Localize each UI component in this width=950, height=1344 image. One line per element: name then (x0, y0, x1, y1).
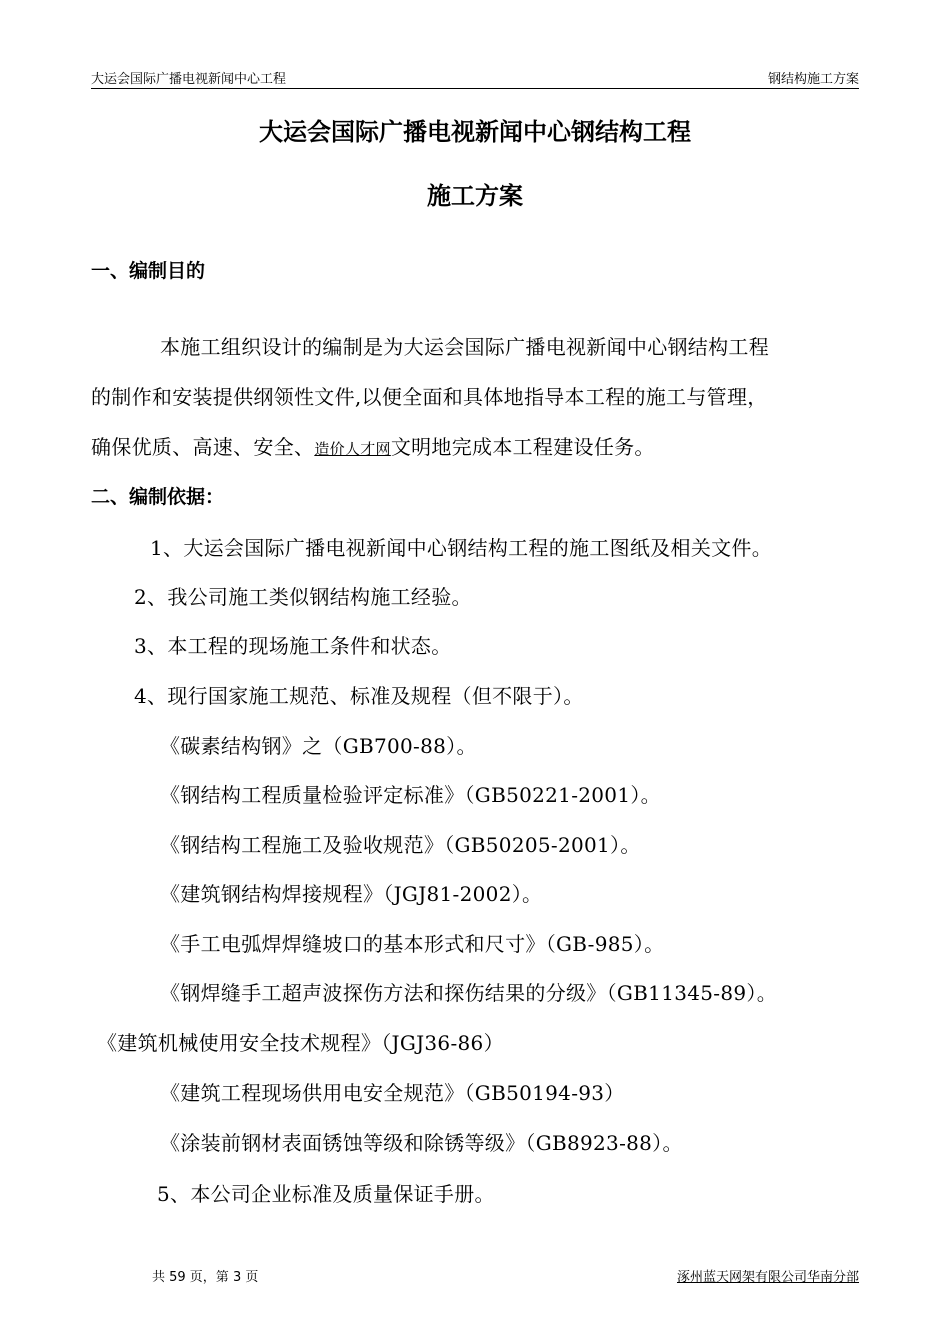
basis-item-2: 2、我公司施工类似钢结构施工经验。 (134, 585, 472, 609)
standard-item: 《钢结构工程施工及验收规范》（GB50205-2001）。 (160, 833, 641, 857)
section-heading-purpose: 一、编制目的 (91, 260, 206, 282)
standard-item: 《建筑工程现场供用电安全规范》（GB50194-93） (160, 1081, 625, 1105)
standard-item: 《钢焊缝手工超声波探伤方法和探伤结果的分级》（GB11345-89）。 (160, 981, 778, 1005)
section-heading-basis: 二、编制依据： (91, 486, 225, 508)
zaojia-link[interactable]: 造价人才网 (314, 440, 391, 458)
purpose-line-1: 本施工组织设计的编制是为大运会国际广播电视新闻中心钢结构工程 (160, 335, 769, 359)
standard-item: 《碳素结构钢》之（GB700-88）。 (160, 734, 477, 758)
header-project-name: 大运会国际广播电视新闻中心工程 (91, 72, 287, 87)
page-footer (152, 1266, 859, 1288)
standard-item: 《建筑钢结构焊接规程》（JGJ81-2002）。 (160, 882, 543, 906)
page-number: 共 59 页，第 3 页 (152, 1270, 259, 1285)
standard-item: 《钢结构工程质量检验评定标准》（GB50221-2001）。 (160, 783, 661, 807)
footer-company: 涿州蓝天网架有限公司华南分部 (676, 1270, 859, 1285)
basis-item-5: 5、本公司企业标准及质量保证手册。 (157, 1182, 495, 1206)
basis-item-3: 3、本工程的现场施工条件和状态。 (134, 634, 452, 658)
purpose-line-3-end: 文明地完成本工程建设任务。 (390, 435, 655, 459)
standard-item: 《建筑机械使用安全技术规程》（JGJ36-86） (97, 1031, 504, 1055)
document-subtitle: 施工方案 (427, 182, 523, 210)
basis-item-1: 1、大运会国际广播电视新闻中心钢结构工程的施工图纸及相关文件。 (150, 536, 773, 560)
purpose-line-3 (91, 431, 655, 460)
purpose-line-2: 的制作和安装提供纲领性文件,以便全面和具体地指导本工程的施工与管理， (91, 385, 768, 409)
purpose-line-3-start: 确保优质、高速、安全、 (91, 435, 315, 459)
basis-item-4: 4、现行国家施工规范、标准及规程（但不限于）。 (134, 684, 584, 708)
standard-item: 《涂装前钢材表面锈蚀等级和除锈等级》（GB8923-88）。 (160, 1131, 683, 1155)
standard-item: 《手工电弧焊焊缝坡口的基本形式和尺寸》（GB-985）。 (160, 932, 665, 956)
document-title: 大运会国际广播电视新闻中心钢结构工程 (259, 118, 691, 146)
header-document-name: 钢结构施工方案 (767, 72, 859, 87)
page-header (91, 64, 859, 89)
